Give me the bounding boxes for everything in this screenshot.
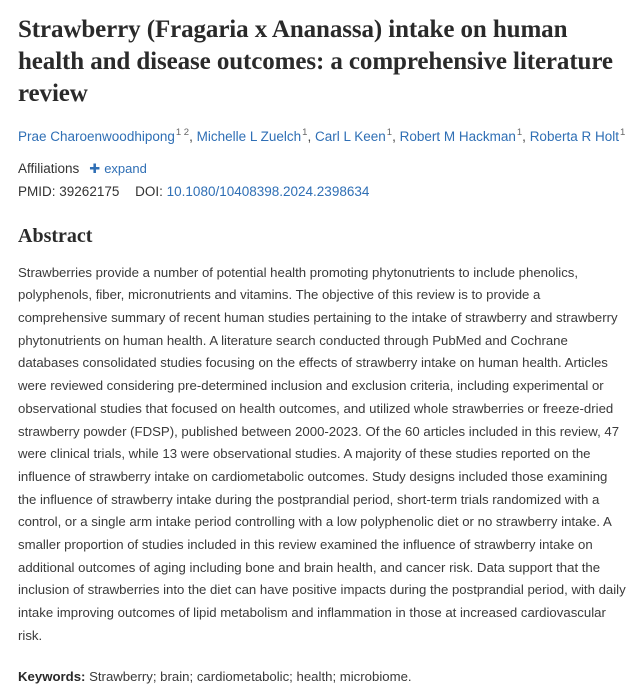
pmid-value: 39262175 (59, 184, 120, 200)
identifiers-row (18, 184, 626, 199)
keywords-label: Keywords: (18, 668, 86, 684)
author-entry (400, 129, 530, 144)
page-title: Strawberry (Fragaria x Ananassa) intake on human health and disease outcomes: a comprehensive literature review (18, 16, 613, 107)
author-entry (530, 129, 626, 144)
author-affiliation-marker: 1 (619, 127, 626, 138)
author-separator: , (189, 128, 197, 144)
doi-label: DOI: (135, 184, 163, 200)
keywords-row (18, 666, 626, 687)
author-affiliation-marker: 1 (386, 127, 393, 138)
author-entry (315, 129, 400, 144)
expand-label: expand (104, 161, 147, 177)
keywords-text: Strawberry; brain; cardiometabolic; health; microbiome. (89, 668, 412, 684)
author-separator: , (307, 128, 315, 144)
author-affiliation-marker: 1 2 (175, 127, 190, 138)
author-entry (18, 129, 197, 144)
plus-icon: ✚ (89, 161, 101, 177)
pmid-label: PMID: (18, 184, 56, 200)
author-entry (197, 129, 315, 144)
author-affiliation-marker: 1 (302, 127, 308, 138)
author-link[interactable]: Michelle L Zuelch (196, 128, 302, 144)
affiliations-label: Affiliations (18, 161, 80, 177)
expand-affiliations-button[interactable] (89, 161, 147, 176)
author-link[interactable]: Roberta R Holt (529, 128, 619, 144)
author-separator: , (392, 128, 400, 144)
affiliations-row (18, 161, 626, 176)
author-separator: , (522, 128, 530, 144)
author-link[interactable]: Carl L Keen (314, 128, 386, 144)
doi-link[interactable]: 10.1080/10408398.2024.2398634 (166, 184, 370, 200)
author-link[interactable]: Robert M Hackman (399, 128, 516, 144)
abstract-heading: Abstract (18, 225, 93, 248)
author-list (18, 126, 626, 147)
author-link[interactable]: Prae Charoenwoodhipong (18, 128, 175, 144)
author-affiliation-marker: 1 (516, 127, 523, 138)
abstract-text: Strawberries provide a number of potential health promoting phytonutrients to include phenolics, polyphenols, fiber, micronutrients and vitamins. The objective of this review is to provide a comprehensive summary of recent human studies pertaining to the intake of strawberry and strawberry phytonutrients on human health. A literature search conducted through PubMed and Cochrane databases consolidated studies focusing on the effects of strawberry intake on human health. Articles were reviewed considering pre-determined inclusion and exclusion criteria, including experimental or observational studies that focused on health outcomes, and utilized whole strawberries or freeze-dried strawberry powder (FDSP), published between 2000-2023. Of the 60 articles included in this review, 47 were clinical trials, while 13 were observational studies. A majority of these studies reported on the influence of strawberry intake on cardiometabolic outcomes. Study designs included those examining the influence of strawberry intake during the postprandial period, short-term trials randomized with a control, or a single arm intake period controlling with a low polyphenolic diet or no strawberry intake. A smaller proportion of studies included in this review examined the influence of strawberry intake on additional outcomes of aging including bone and brain health, and cancer risk. Data support that the inclusion of strawberries into the diet can have positive impacts during the postprandial period, with daily intake improving outcomes of lipid metabolism and inflammation in those at increased cardiovascular risk. (18, 264, 626, 643)
